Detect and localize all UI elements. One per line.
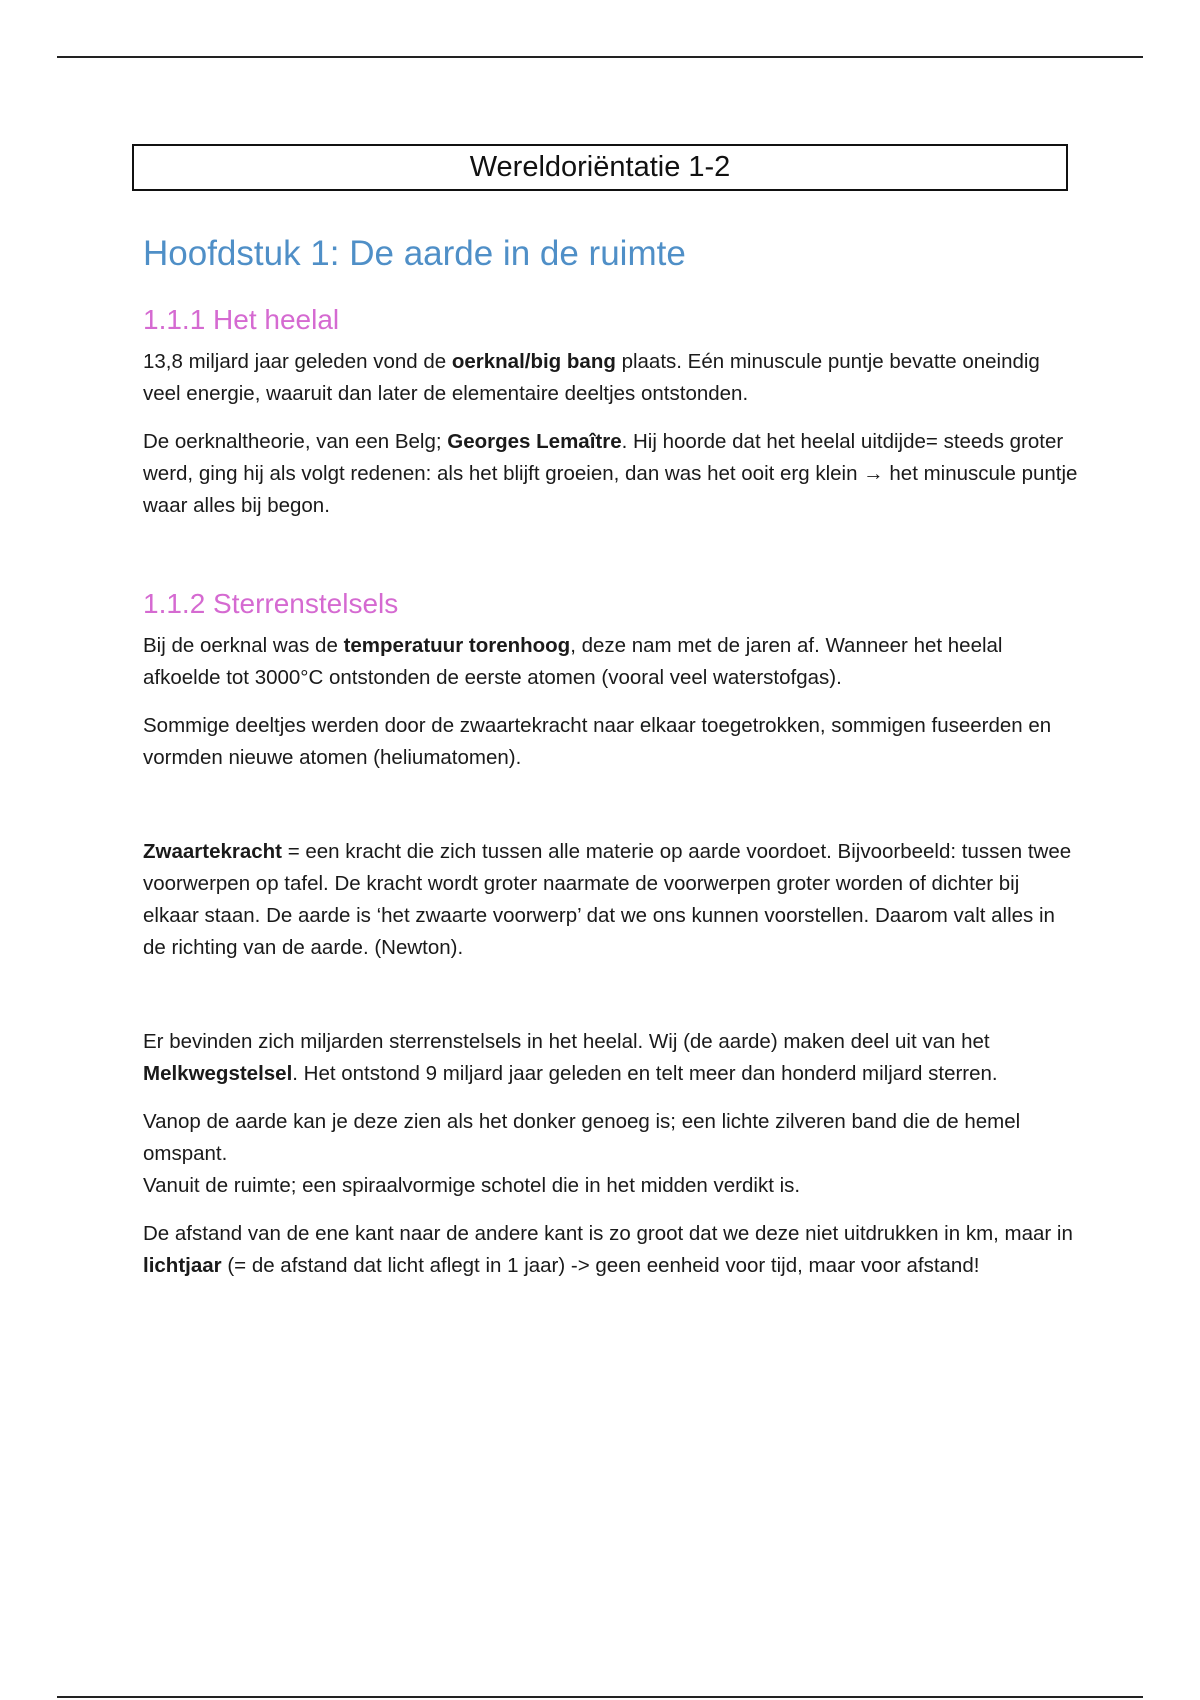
- chapter-heading: Hoofdstuk 1: De aarde in de ruimte: [143, 234, 686, 273]
- bold-term-oerknal: oerknal/big bang: [451, 350, 616, 373]
- section-heading-heelal: 1.1.1 Het heelal: [143, 304, 340, 335]
- paragraph-deeltjes: Sommige deeltjes werden door de zwaartekracht naar elkaar toegetrokken, sommigen fuseerden en vormden nieuwe atomen (heliumatomen).: [143, 714, 1052, 769]
- right-arrow-icon: →: [863, 462, 884, 485]
- document-body: [143, 228, 1078, 1298]
- bold-term-temperatuur: temperatuur torenhoog: [343, 634, 571, 657]
- document-title-box: [132, 144, 1068, 191]
- document-title: Wereldoriëntatie 1-2: [469, 151, 731, 183]
- bold-term-melkwegstelsel: Melkwegstelsel: [143, 1062, 293, 1085]
- bold-term-lichtjaar: lichtjaar: [143, 1254, 222, 1277]
- footer-rule: [57, 1696, 1143, 1698]
- paragraph-zichtbaarheid: Vanop de aarde kan je deze zien als het donker genoeg is; een lichte zilveren band die de hemel omspant. Vanuit de ruimte; een spiraalvormige schotel die in het midden verdikt is.: [143, 1110, 1021, 1197]
- section-heading-sterrenstelsels: 1.1.2 Sterrenstelsels: [143, 588, 399, 619]
- spacer: [143, 790, 1078, 836]
- spacer: [143, 980, 1078, 1026]
- paragraph-melkweg: Er bevinden zich miljarden sterrenstelsels in het heelal. Wij (de aarde) maken deel uit van het Melkwegstelsel. Het ontstond 9 miljard jaar geleden en telt meer dan honderd miljard sterren.: [143, 1030, 998, 1085]
- paragraph-temperatuur: Bij de oerknal was de temperatuur torenhoog, deze nam met de jaren af. Wanneer het heelal afkoelde tot 3000°C ontstonden de eerste atomen (vooral veel waterstofgas).: [143, 634, 1003, 689]
- bold-term-lemaitre: Georges Lemaître: [447, 430, 622, 453]
- header-rule: [57, 56, 1143, 58]
- paragraph-oerknal: 13,8 miljard jaar geleden vond de oerknal/big bang plaats. Eén minuscule puntje bevatte oneindig veel energie, waaruit dan later de elementaire deeltjes ontstonden.: [143, 350, 1040, 405]
- paragraph-lichtjaar: De afstand van de ene kant naar de andere kant is zo groot dat we deze niet uitdrukken in km, maar in lichtjaar (= de afstand dat licht aflegt in 1 jaar) -> geen eenheid voor tijd, maar voor afstand!: [143, 1222, 1073, 1277]
- spacer: [143, 538, 1078, 584]
- bold-term-zwaartekracht: Zwaartekracht: [143, 840, 283, 863]
- paragraph-lemaitre: De oerknaltheorie, van een Belg; Georges Lemaître. Hij hoorde dat het heelal uitdijde= steeds groter werd, ging hij als volgt redenen: als het blijft groeien, dan was het ooit erg klein → het minuscule puntje waar alles bij begon.: [143, 430, 1078, 517]
- paragraph-zwaartekracht: Zwaartekracht = een kracht die zich tussen alle materie op aarde voordoet. Bijvoorbeeld: tussen twee voorwerpen op tafel. De kracht wordt groter naarmate de voorwerpen groter worden of dichter bij elkaar staan. De aarde is ‘het zwaarte voorwerp’ dat we ons kunnen voorstellen. Daarom valt alles in de richting van de aarde. (Newton).: [143, 840, 1072, 959]
